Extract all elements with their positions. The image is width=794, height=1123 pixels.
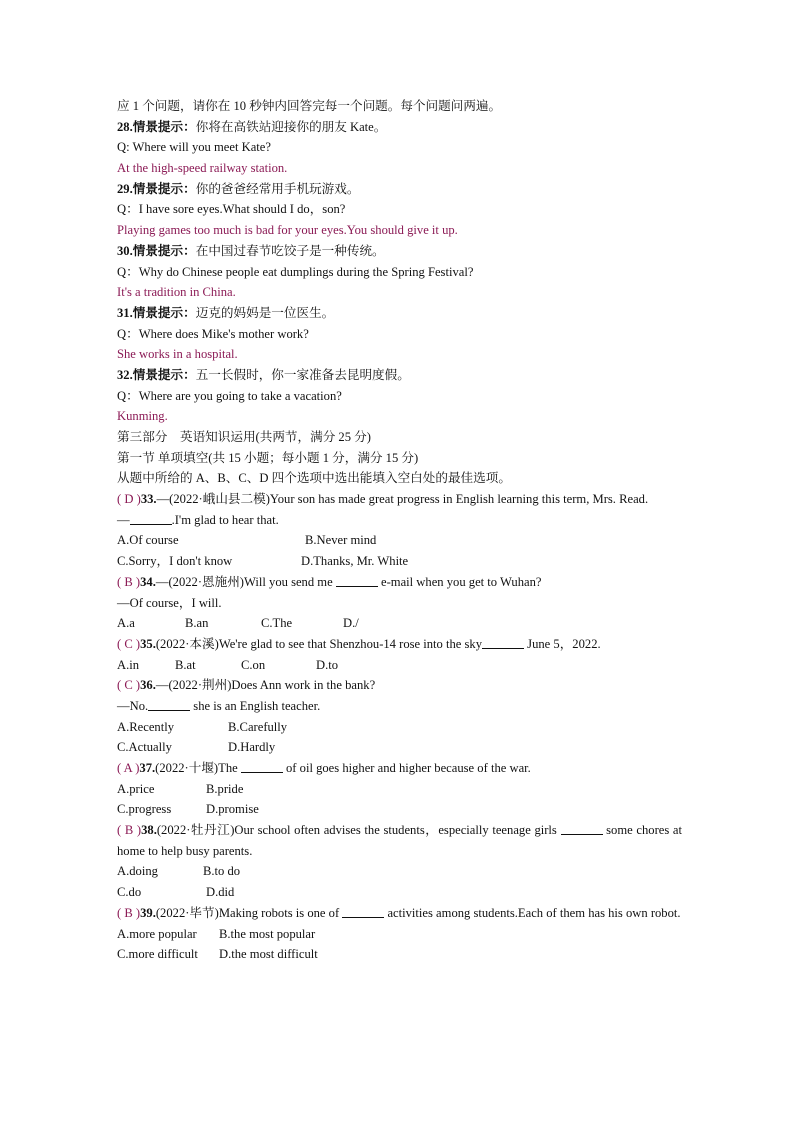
reply-text: .I'm glad to hear that. [171, 512, 279, 527]
item-number: 30 [117, 243, 130, 258]
question-number: 37. [139, 761, 156, 776]
option-c: C.Sorry，I don't know [117, 554, 233, 569]
option-b: B.Never mind [305, 533, 377, 548]
prompt-label: .情景提示： [129, 305, 196, 320]
prompt-text: 五一长假时，你一家准备去昆明度假。 [195, 367, 410, 382]
question-36 [117, 675, 682, 758]
blank [148, 697, 190, 711]
item-number: 32 [117, 367, 130, 382]
answer-text: She works in a hospital. [117, 347, 238, 362]
option-a: A.a [117, 616, 135, 631]
option-c: C.on [241, 657, 266, 672]
listening-item-28 [117, 117, 682, 179]
prompt-label: .情景提示： [129, 181, 196, 196]
prompt-label: .情景提示： [129, 119, 196, 134]
question-number: 39. [140, 905, 156, 920]
option-c: C.The [261, 616, 293, 631]
question-text: Q：Where does Mike's mother work? [117, 326, 309, 341]
answer-paren: ( B ) [117, 823, 142, 838]
question-number: 34. [140, 574, 156, 589]
question-stem-end: of oil goes higher and higher because of the war. [282, 761, 531, 776]
answer-paren: ( B ) [117, 905, 141, 920]
question-number: 36. [140, 678, 156, 693]
question-stem-end: some chores at home to help busy parents. [117, 823, 682, 858]
question-37 [117, 758, 682, 820]
section-title: 第一节 单项填空(共 15 小题；每小题 1 分，满分 15 分) [117, 450, 419, 465]
option-d: D.the most difficult [219, 947, 318, 962]
prompt-text: 迈克的妈妈是一位医生。 [195, 305, 335, 320]
question-stem-end: activities among students.Each of them has his own robot. [384, 905, 681, 920]
question-stem: —(2022·荆州)Does Ann work in the bank? [155, 678, 376, 693]
option-c: C.more difficult [117, 947, 198, 962]
item-number: 31 [117, 305, 130, 320]
option-d: D.Thanks, Mr. White [301, 554, 409, 569]
question-number: 38. [141, 823, 157, 838]
listening-item-29 [117, 179, 682, 241]
option-c: C.Actually [117, 740, 172, 755]
answer-paren: ( A ) [117, 761, 140, 776]
option-a: A.Recently [117, 719, 175, 734]
option-b: B.pride [206, 781, 244, 796]
option-a: A.price [117, 781, 155, 796]
reply-text: —Of course，I will. [117, 595, 222, 610]
option-b: B.the most popular [219, 926, 316, 941]
question-stem: (2022·本溪)We're glad to see that Shenzhou-14 rose into the sky [155, 636, 483, 651]
prompt-text: 在中国过春节吃饺子是一种传统。 [195, 243, 385, 258]
listening-item-30 [117, 241, 682, 303]
reply-text: she is an English teacher. [190, 698, 321, 713]
question-text: Q: Where will you meet Kate? [117, 140, 271, 155]
option-d: D./ [343, 616, 359, 631]
blank [336, 573, 378, 587]
question-34 [117, 572, 682, 634]
question-stem: —(2022·恩施州)Will you send me [155, 574, 336, 589]
item-number: 28 [117, 119, 130, 134]
question-38 [117, 820, 682, 903]
answer-text: It's a tradition in China. [117, 285, 236, 300]
option-c: C.progress [117, 802, 172, 817]
question-stem: —(2022·峨山县二模)Your son has made great progress in English learning this term, Mrs. Read. [156, 492, 649, 507]
question-stem: (2022·毕节)Making robots is one of [155, 905, 343, 920]
option-a: A.more popular [117, 926, 197, 941]
blank [561, 821, 603, 835]
option-d: D.Hardly [228, 740, 276, 755]
question-stem: (2022·牡丹江)Our school often advises the students，especially teenage girls [156, 823, 561, 838]
blank [342, 904, 384, 918]
option-b: B.at [175, 657, 196, 672]
answer-paren: ( B ) [117, 574, 141, 589]
listening-item-32 [117, 365, 682, 427]
option-b: B.to do [203, 864, 241, 879]
question-39 [117, 903, 682, 965]
dash: — [117, 512, 130, 527]
item-number: 29 [117, 181, 130, 196]
dash: —No. [117, 698, 149, 713]
answer-paren: ( C ) [117, 636, 141, 651]
section-instruction: 从题中所给的 A、B、C、D 四个选项中选出能填入空白处的最佳选项。 [117, 471, 511, 486]
prompt-label: .情景提示： [129, 367, 196, 382]
part-title: 第三部分 英语知识运用(共两节，满分 25 分) [117, 430, 371, 444]
option-d: D.did [206, 885, 235, 900]
question-text: Q：Where are you going to take a vacation? [117, 388, 342, 403]
question-text: Q：Why do Chinese people eat dumplings during the Spring Festival? [117, 264, 474, 279]
answer-text: At the high-speed railway station. [117, 161, 288, 176]
blank [482, 635, 524, 649]
answer-paren: ( D ) [117, 492, 141, 507]
question-stem: (2022·十堰)The [155, 761, 241, 776]
answer-paren: ( C ) [117, 678, 141, 693]
option-b: B.Carefully [228, 719, 288, 734]
blank [130, 511, 172, 525]
blank [241, 759, 283, 773]
question-stem-end: e-mail when you get to Wuhan? [377, 574, 542, 589]
option-d: D.promise [206, 802, 259, 817]
question-text: Q：I have sore eyes.What should I do，son? [117, 202, 346, 217]
option-b: B.an [185, 616, 209, 631]
prompt-text: 你将在高铁站迎接你的朋友 Kate。 [195, 119, 387, 134]
question-35 [117, 634, 682, 675]
question-number: 33. [140, 492, 157, 507]
option-a: A.in [117, 657, 140, 672]
option-a: A.Of course [117, 533, 179, 548]
question-number: 35. [140, 636, 156, 651]
prompt-label: .情景提示： [129, 243, 196, 258]
answer-text: Kunming. [117, 409, 168, 424]
listening-item-31 [117, 303, 682, 365]
option-a: A.doing [117, 864, 158, 879]
option-c: C.do [117, 885, 142, 900]
intro-line: 应 1 个问题，请你在 10 秒钟内回答完每一个问题。每个问题问两遍。 [117, 99, 502, 113]
prompt-text: 你的爸爸经常用手机玩游戏。 [195, 181, 360, 196]
answer-text: Playing games too much is bad for your eyes.You should give it up. [117, 223, 458, 238]
option-d: D.to [316, 657, 339, 672]
question-stem-end: June 5，2022. [524, 636, 601, 651]
question-33 [117, 489, 682, 572]
document-page [117, 96, 682, 965]
